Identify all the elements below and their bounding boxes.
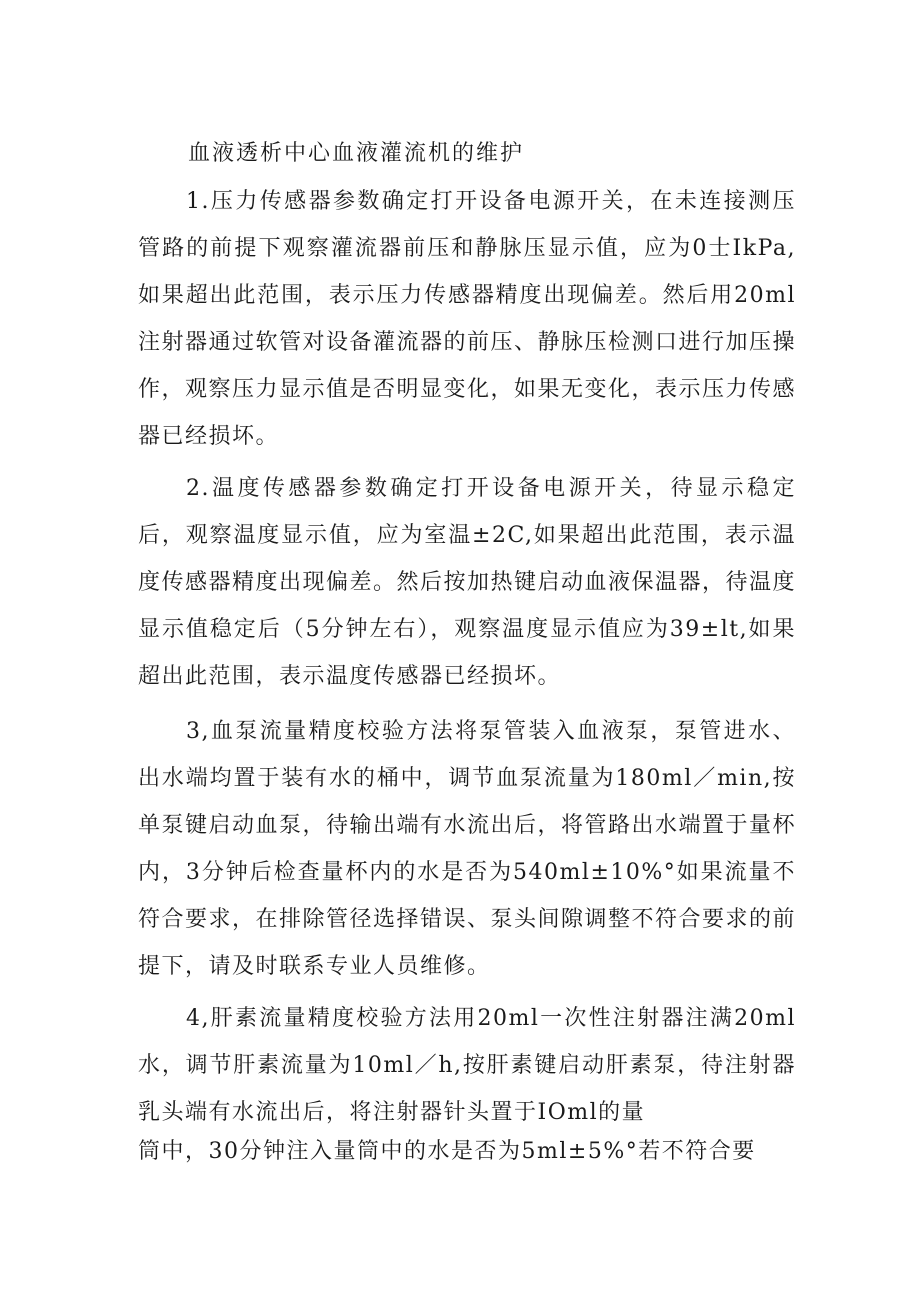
document-title: 血液透析中心血液灌流机的维护: [188, 141, 525, 166]
paragraph-heparin-flow-continued: 筒中，30分钟注入量筒中的水是否为5ml±5%°若不符合要: [138, 1139, 756, 1164]
paragraph-heparin-flow: 4,肝素流量精度校验方法用20ml一次性注射器注满20ml水，调节肝素流量为10ml／h,按肝素键启动肝素泵，待注射器乳头端有水流出后，将注射器针头置于IOml的量: [138, 1006, 796, 1125]
paragraph-pressure-sensor: 1.压力传感器参数确定打开设备电源开关，在未连接测压管路的前提下观察灌流器前压和静脉压显示值，应为0士IkPa,如果超出此范围，表示压力传感器精度出现偏差。然后用20ml注射器通过软管对设备灌流器的前压、静脉压检测口进行加压操作，观察压力显示值是否明显变化，如果无变化，表示压力传感器已经损坏。: [138, 189, 797, 449]
paragraph-blood-pump-flow: 3,血泵流量精度校验方法将泵管装入血液泵，泵管进水、出水端均置于装有水的桶中，调节血泵流量为180ml／min,按单泵键启动血泵，待输出端有水流出后，将管路出水端置于量杯内，3分钟后检查量杯内的水是否为540ml±10%°如果流量不符合要求，在排除管径选择错误、泵头间隙调整不符合要求的前提下，请及时联系专业人员维修。: [138, 719, 797, 979]
paragraph-temperature-sensor: 2.温度传感器参数确定打开设备电源开关，待显示稳定后，观察温度显示值，应为室温±2C,如果超出此范围，表示温度传感器精度出现偏差。然后按加热键启动血液保温器，待温度显示值稳定后（5分钟左右），观察温度显示值应为39±lt,如果超出此范围，表示温度传感器已经损坏。: [138, 476, 797, 689]
